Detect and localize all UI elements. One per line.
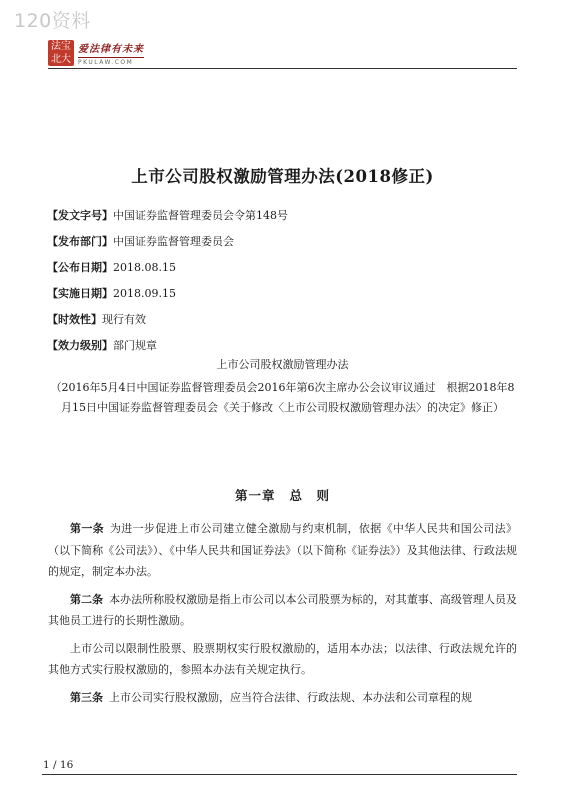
- document-name: 上市公司股权激励管理办法: [216, 358, 349, 371]
- article-label: 第一条: [70, 522, 104, 535]
- meta-row-effective-date: [47, 285, 176, 301]
- page-indicator: 1 / 16: [43, 759, 74, 771]
- article-text: 本办法所称股权激励是指上市公司以本公司股票为标的，对其董事、高级管理人员及其他员工进行的长期性激励。: [48, 592, 517, 627]
- article-3: [48, 687, 517, 709]
- chapter-number: 第一章: [234, 488, 276, 503]
- meta-row-publish-date: [47, 259, 176, 275]
- seal-char: 法: [51, 40, 61, 52]
- article-1: [48, 518, 517, 583]
- article-text: 上市公司以限制性股票、股票期权实行股权激励的，适用本办法；以法律、行政法规允许的其他方式实行股权激励的，参照本办法有关规定执行。: [48, 641, 517, 676]
- pkulaw-logo: [48, 40, 144, 66]
- document-title: 上市公司股权激励管理办法(2018修正): [131, 167, 434, 186]
- seal-char: 宝: [61, 40, 71, 52]
- seal-char: 大: [61, 53, 71, 65]
- chapter-heading: [0, 486, 565, 504]
- meta-label: 【发文字号】: [47, 209, 113, 222]
- logo-slogan: 爱法律有未来: [78, 44, 144, 55]
- meta-value: 2018.09.15: [113, 287, 176, 300]
- document-body: [48, 518, 517, 714]
- article-label: 第二条: [70, 592, 104, 606]
- meta-value: 中国证券监督管理委员会: [113, 235, 234, 248]
- meta-label: 【时效性】: [47, 313, 102, 326]
- seal-char: 北: [51, 53, 61, 65]
- meta-label: 【发布部门】: [47, 235, 113, 248]
- meta-label: 【实施日期】: [47, 287, 113, 300]
- meta-label: 【公布日期】: [47, 261, 113, 274]
- article-2-paragraph-2: [48, 638, 517, 681]
- meta-value: 现行有效: [102, 313, 146, 326]
- article-label: 第三条: [70, 690, 103, 704]
- footer-divider: [42, 774, 517, 775]
- chapter-name: 总 则: [289, 488, 331, 503]
- meta-row-validity: [47, 311, 146, 327]
- article-text: 上市公司实行股权激励，应当符合法律、行政法规、本办法和公司章程的规: [109, 690, 472, 704]
- logo-url: PKULAW.COM: [78, 57, 144, 66]
- article-2: [48, 589, 517, 632]
- meta-row-level: [47, 337, 157, 353]
- watermark-text: 120资料: [14, 10, 91, 32]
- seal-icon: [48, 40, 74, 66]
- meta-value: 部门规章: [113, 339, 157, 352]
- article-text: 为进一步促进上市公司建立健全激励与约束机制，依据《中华人民共和国公司法》（以下简称《公司法》）、《中华人民共和国证券法》（以下简称《证券法》）及其他法律、行政法规的规定，制定本办法。: [48, 522, 518, 578]
- header-divider: [48, 68, 517, 69]
- meta-row-issuer: [47, 233, 234, 249]
- meta-label: 【效力级别】: [47, 339, 113, 352]
- adoption-note: （2016年5月4日中国证券监督管理委员会2016年第6次主席办公会议审议通过 根据2018年8月15日中国证券监督管理委员会《关于修改〈上市公司股权激励管理办法〉的决定》修正）: [50, 381, 515, 414]
- meta-value: 2018.08.15: [113, 261, 176, 274]
- meta-value: 中国证券监督管理委员会令第148号: [113, 209, 288, 222]
- meta-row-doc-number: [47, 207, 288, 223]
